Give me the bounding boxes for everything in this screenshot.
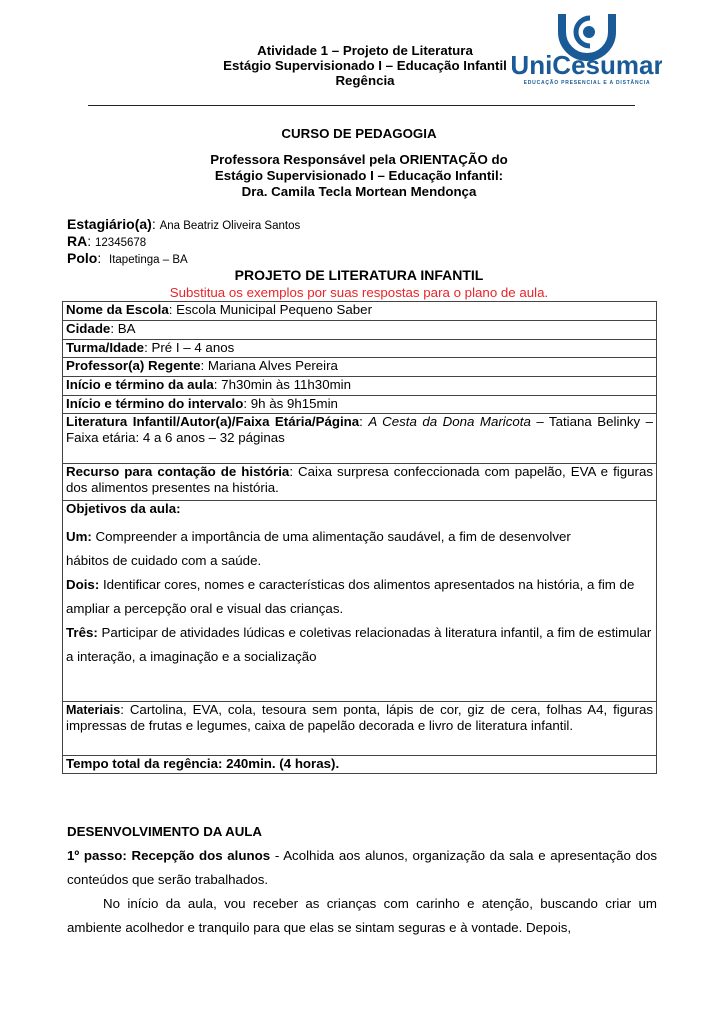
professor-label: Professor(a) Regente: [66, 358, 201, 373]
table-row: Recurso para contação de história: Caixa surpresa confeccionada com papelão, EVA e figuras dos alimentos presentes na história.: [63, 464, 657, 501]
intervalo-value: 9h às 9h15min: [250, 396, 338, 411]
student-field: Estagiário(a): Ana Beatriz Oliveira Santos: [67, 216, 301, 232]
aula-value: 7h30min às 11h30min: [221, 377, 352, 392]
step1-label: 1º passo: Recepção dos alunos: [67, 848, 271, 863]
objetivos-label: Objetivos da aula:: [66, 501, 181, 516]
literatura-rest: – Tatiana Belinky – Faixa etária: 4 a 6 anos – 32 páginas: [66, 414, 653, 445]
svg-text:EDUCAÇÃO PRESENCIAL E A DISTÂN: EDUCAÇÃO PRESENCIAL E A DISTÂNCIA: [523, 80, 651, 86]
header-title-line3: Regência: [335, 73, 395, 88]
unicesumar-emblem-icon: [512, 10, 662, 90]
ra-value: 12345678: [95, 237, 147, 249]
objetivo-text: Participar de atividades lúdicas e coletivas relacionadas à literatura infantil, a fim de estimular a interação, a imaginação e a socialização: [66, 625, 652, 664]
cidade-label: Cidade: [66, 321, 111, 336]
table-row: Início e término do intervalo: 9h às 9h15min: [63, 396, 657, 414]
header-divider: [88, 105, 635, 106]
course-title: CURSO DE PEDAGOGIA: [281, 126, 437, 141]
table-row: Professor(a) Regente: Mariana Alves Pereira: [63, 358, 657, 377]
lesson-plan-table: [62, 301, 657, 774]
intervalo-label: Início e término do intervalo: [66, 396, 244, 411]
orientation-line3: Dra. Camila Tecla Mortean Mendonça: [241, 184, 477, 199]
ra-field: RA: 12345678: [67, 233, 147, 249]
objetivo-label: Um:: [66, 529, 92, 544]
polo-label: Polo: [67, 250, 98, 266]
escola-label: Nome da Escola: [66, 302, 169, 317]
table-row: Início e término da aula: 7h30min às 11h30min: [63, 377, 657, 396]
student-value: Ana Beatriz Oliveira Santos: [159, 220, 301, 232]
development-paragraph: No início da aula, vou receber as crianças com carinho e atenção, buscando criar um ambiente acolhedor e tranquilo para que elas se sintam seguras e à vontade. Depois,: [67, 896, 657, 935]
recurso-value: Caixa surpresa confeccionada com papelão, EVA e figuras dos alimentos presentes na história.: [66, 464, 653, 495]
literatura-label: Literatura Infantil/Autor(a)/Faixa Etária/Página: [66, 414, 360, 429]
table-row: [63, 756, 657, 774]
project-instruction: Substitua os exemplos por suas respostas para o plano de aula.: [169, 285, 549, 300]
objetivo-text: Identificar cores, nomes e características dos alimentos apresentados na história, a fim de ampliar a percepção oral e visual das crianças.: [66, 577, 635, 616]
table-row: Literatura Infantil/Autor(a)/Faixa Etária/Página: A Cesta da Dona Maricota – Tatiana Belinky – Faixa etária: 4 a 6 anos – 32 páginas: [63, 414, 657, 464]
aula-label: Início e término da aula: [66, 377, 214, 392]
cidade-value: BA: [117, 321, 136, 336]
literatura-title: A Cesta da Dona Maricota: [368, 414, 531, 429]
materiais-value: Cartolina, EVA, cola, tesoura sem ponta, lápis de cor, giz de cera, folhas A4, figuras impressas de frutas e legumes, caixa de papelão decorada e livro de literatura infantil.: [66, 702, 653, 733]
turma-label: Turma/Idade: [66, 340, 145, 355]
professor-value: Mariana Alves Pereira: [207, 358, 338, 373]
table-row: Nome da Escola: Escola Municipal Pequeno Saber: [63, 302, 657, 321]
objetivo-label: Dois:: [66, 577, 100, 592]
polo-value: Itapetinga – BA: [109, 254, 188, 266]
project-title: PROJETO DE LITERATURA INFANTIL: [234, 267, 484, 283]
table-row: Materiais: Cartolina, EVA, cola, tesoura sem ponta, lápis de cor, giz de cera, folhas A4, figuras impressas de frutas e legumes, caixa de papelão decorada e livro de literatura infantil.: [63, 702, 657, 756]
recurso-label: Recurso para contação de história: [66, 464, 290, 479]
step1-paragraph: [67, 844, 657, 892]
development-title: DESENVOLVIMENTO DA AULA: [67, 824, 263, 839]
objetivo-label: Três:: [66, 625, 98, 640]
svg-text:UniCesumar: UniCesumar: [512, 50, 662, 80]
materiais-label: Materiais: [66, 703, 121, 717]
student-label: Estagiário(a): [67, 216, 152, 232]
objetivo-item: [66, 621, 653, 669]
turma-value: Pré I – 4 anos: [151, 340, 235, 355]
header-title-line1: Atividade 1 – Projeto de Literatura: [257, 43, 473, 58]
tempo-total: Tempo total da regência: 240min. (4 horas).: [66, 756, 340, 771]
orientation-line1: Professora Responsável pela ORIENTAÇÃO do: [210, 152, 508, 167]
ra-label: RA: [67, 233, 88, 249]
polo-field: Polo: Itapetinga – BA: [67, 250, 188, 266]
objetivo-item: [66, 573, 653, 621]
escola-value: Escola Municipal Pequeno Saber: [176, 302, 373, 317]
objetivo-item: [66, 525, 653, 573]
objetivo-text: Compreender a importância de uma alimentação saudável, a fim de desenvolver hábitos de cuidado com a saúde.: [66, 529, 571, 568]
step1-text: - Acolhida aos alunos, organização da sala e apresentação dos conteúdos que serão trabalhados.: [67, 848, 657, 887]
table-row: Turma/Idade: Pré I – 4 anos: [63, 340, 657, 358]
header-title-line2: Estágio Supervisionado I – Educação Infantil: [223, 58, 507, 73]
table-row: [63, 501, 657, 702]
table-row: Cidade: BA: [63, 321, 657, 340]
unicesumar-logo: [512, 10, 662, 90]
orientation-line2: Estágio Supervisionado I – Educação Infantil:: [214, 168, 504, 183]
